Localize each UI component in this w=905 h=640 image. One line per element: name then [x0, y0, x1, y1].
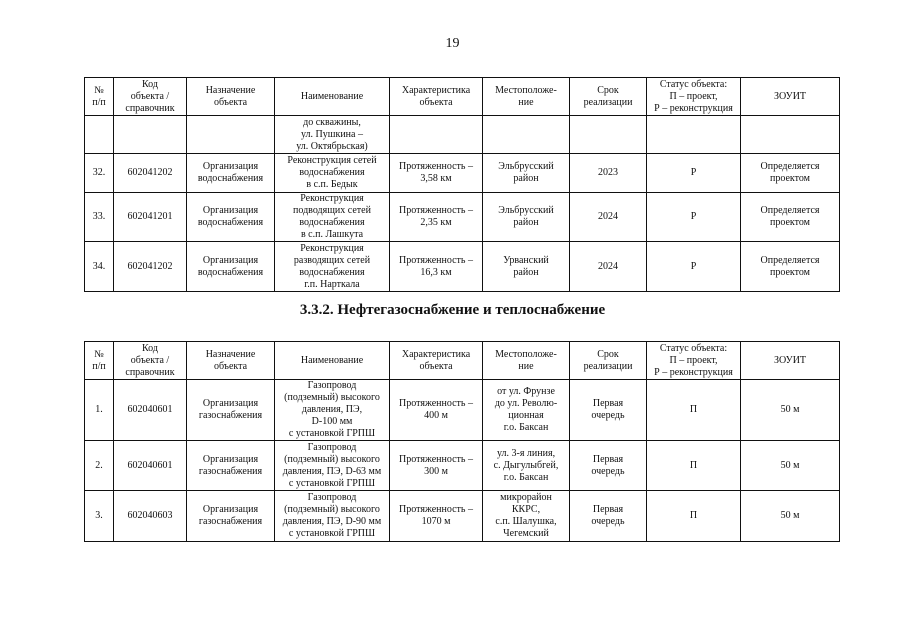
object-purpose: Организация водоснабжения [187, 193, 275, 242]
object-location: Урванский район [483, 242, 570, 292]
object-code: 602040601 [114, 380, 187, 441]
object-code: 602040603 [114, 491, 187, 542]
column-header: Характеристика объекта [390, 342, 483, 380]
zouit-value: Определяется проектом [741, 242, 840, 292]
column-header: Характеристика объекта [390, 78, 483, 116]
object-name: Газопровод (подземный) высокого давления, ПЭ, D-90 мм с установкой ГРПШ [275, 491, 390, 542]
object-characteristic: Протяженность – 400 м [390, 380, 483, 441]
object-status: П [647, 441, 741, 491]
object-name: Реконструкция сетей водоснабжения в с.п. Бедык [275, 154, 390, 193]
object-status: П [647, 491, 741, 542]
column-header: Статус объекта: П – проект, Р – реконструкция [647, 342, 741, 380]
object-name: до скважины, ул. Пушкина – ул. Октябрьская) [275, 116, 390, 154]
table-row [85, 380, 840, 441]
object-name: Реконструкция подводящих сетей водоснабжения в с.п. Лашкута [275, 193, 390, 242]
column-header: Назначение объекта [187, 78, 275, 116]
object-location [483, 116, 570, 154]
row-number: 2. [85, 441, 114, 491]
column-header: Местоположе- ние [483, 342, 570, 380]
object-name: Газопровод (подземный) высокого давления, ПЭ, D-63 мм с установкой ГРПШ [275, 441, 390, 491]
object-characteristic: Протяженность – 16,3 км [390, 242, 483, 292]
row-number [85, 116, 114, 154]
water-supply-table [84, 77, 840, 292]
object-name: Газопровод (подземный) высокого давления, ПЭ, D-100 мм с установкой ГРПШ [275, 380, 390, 441]
object-location: Эльбрусский район [483, 154, 570, 193]
object-characteristic: Протяженность – 1070 м [390, 491, 483, 542]
row-number: 34. [85, 242, 114, 292]
implementation-term: Первая очередь [570, 491, 647, 542]
implementation-term: 2023 [570, 154, 647, 193]
object-characteristic [390, 116, 483, 154]
column-header: Срок реализации [570, 78, 647, 116]
implementation-term: Первая очередь [570, 441, 647, 491]
object-purpose: Организация газоснабжения [187, 380, 275, 441]
object-purpose: Организация водоснабжения [187, 154, 275, 193]
row-number: 1. [85, 380, 114, 441]
zouit-value: Определяется проектом [741, 154, 840, 193]
object-code [114, 116, 187, 154]
row-number: 3. [85, 491, 114, 542]
column-header: Наименование [275, 342, 390, 380]
object-characteristic: Протяженность – 300 м [390, 441, 483, 491]
table-row [85, 441, 840, 491]
column-header: Код объекта / справочник [114, 342, 187, 380]
column-header: ЗОУИТ [741, 78, 840, 116]
object-location: Эльбрусский район [483, 193, 570, 242]
object-status: Р [647, 193, 741, 242]
object-code: 602041202 [114, 154, 187, 193]
implementation-term: 2024 [570, 193, 647, 242]
object-code: 602041201 [114, 193, 187, 242]
object-purpose: Организация газоснабжения [187, 441, 275, 491]
column-header: Местоположе- ние [483, 78, 570, 116]
object-status: Р [647, 242, 741, 292]
object-characteristic: Протяженность – 2,35 км [390, 193, 483, 242]
column-header: Статус объекта: П – проект, Р – реконструкция [647, 78, 741, 116]
object-location: микрорайон ККРС, с.п. Шалушка, Чегемский [483, 491, 570, 542]
table-row [85, 116, 840, 154]
zouit-value: 50 м [741, 491, 840, 542]
object-characteristic: Протяженность – 3,58 км [390, 154, 483, 193]
gas-supply-table [84, 341, 840, 542]
table-row [85, 491, 840, 542]
column-header: Назначение объекта [187, 342, 275, 380]
object-status [647, 116, 741, 154]
table-header-row [85, 342, 840, 380]
table-row [85, 154, 840, 193]
object-status: Р [647, 154, 741, 193]
page-number: 19 [445, 36, 460, 51]
column-header: № п/п [85, 342, 114, 380]
object-status: П [647, 380, 741, 441]
object-code: 602041202 [114, 242, 187, 292]
column-header: Код объекта / справочник [114, 78, 187, 116]
row-number: 32. [85, 154, 114, 193]
row-number: 33. [85, 193, 114, 242]
object-purpose: Организация водоснабжения [187, 242, 275, 292]
table-row [85, 242, 840, 292]
zouit-value [741, 116, 840, 154]
column-header: Срок реализации [570, 342, 647, 380]
object-purpose: Организация газоснабжения [187, 491, 275, 542]
column-header: № п/п [85, 78, 114, 116]
implementation-term: Первая очередь [570, 380, 647, 441]
zouit-value: Определяется проектом [741, 193, 840, 242]
object-code: 602040601 [114, 441, 187, 491]
table-header-row [85, 78, 840, 116]
zouit-value: 50 м [741, 380, 840, 441]
zouit-value: 50 м [741, 441, 840, 491]
section-heading: 3.3.2. Нефтегазоснабжение и теплоснабжение [299, 302, 606, 318]
column-header: Наименование [275, 78, 390, 116]
object-location: ул. 3-я линия, с. Дыгулыбгей, г.о. Баксан [483, 441, 570, 491]
object-name: Реконструкция разводящих сетей водоснабжения г.п. Нарткала [275, 242, 390, 292]
object-location: от ул. Фрунзе до ул. Револю- ционная г.о. Баксан [483, 380, 570, 441]
object-purpose [187, 116, 275, 154]
column-header: ЗОУИТ [741, 342, 840, 380]
table-row [85, 193, 840, 242]
implementation-term: 2024 [570, 242, 647, 292]
implementation-term [570, 116, 647, 154]
